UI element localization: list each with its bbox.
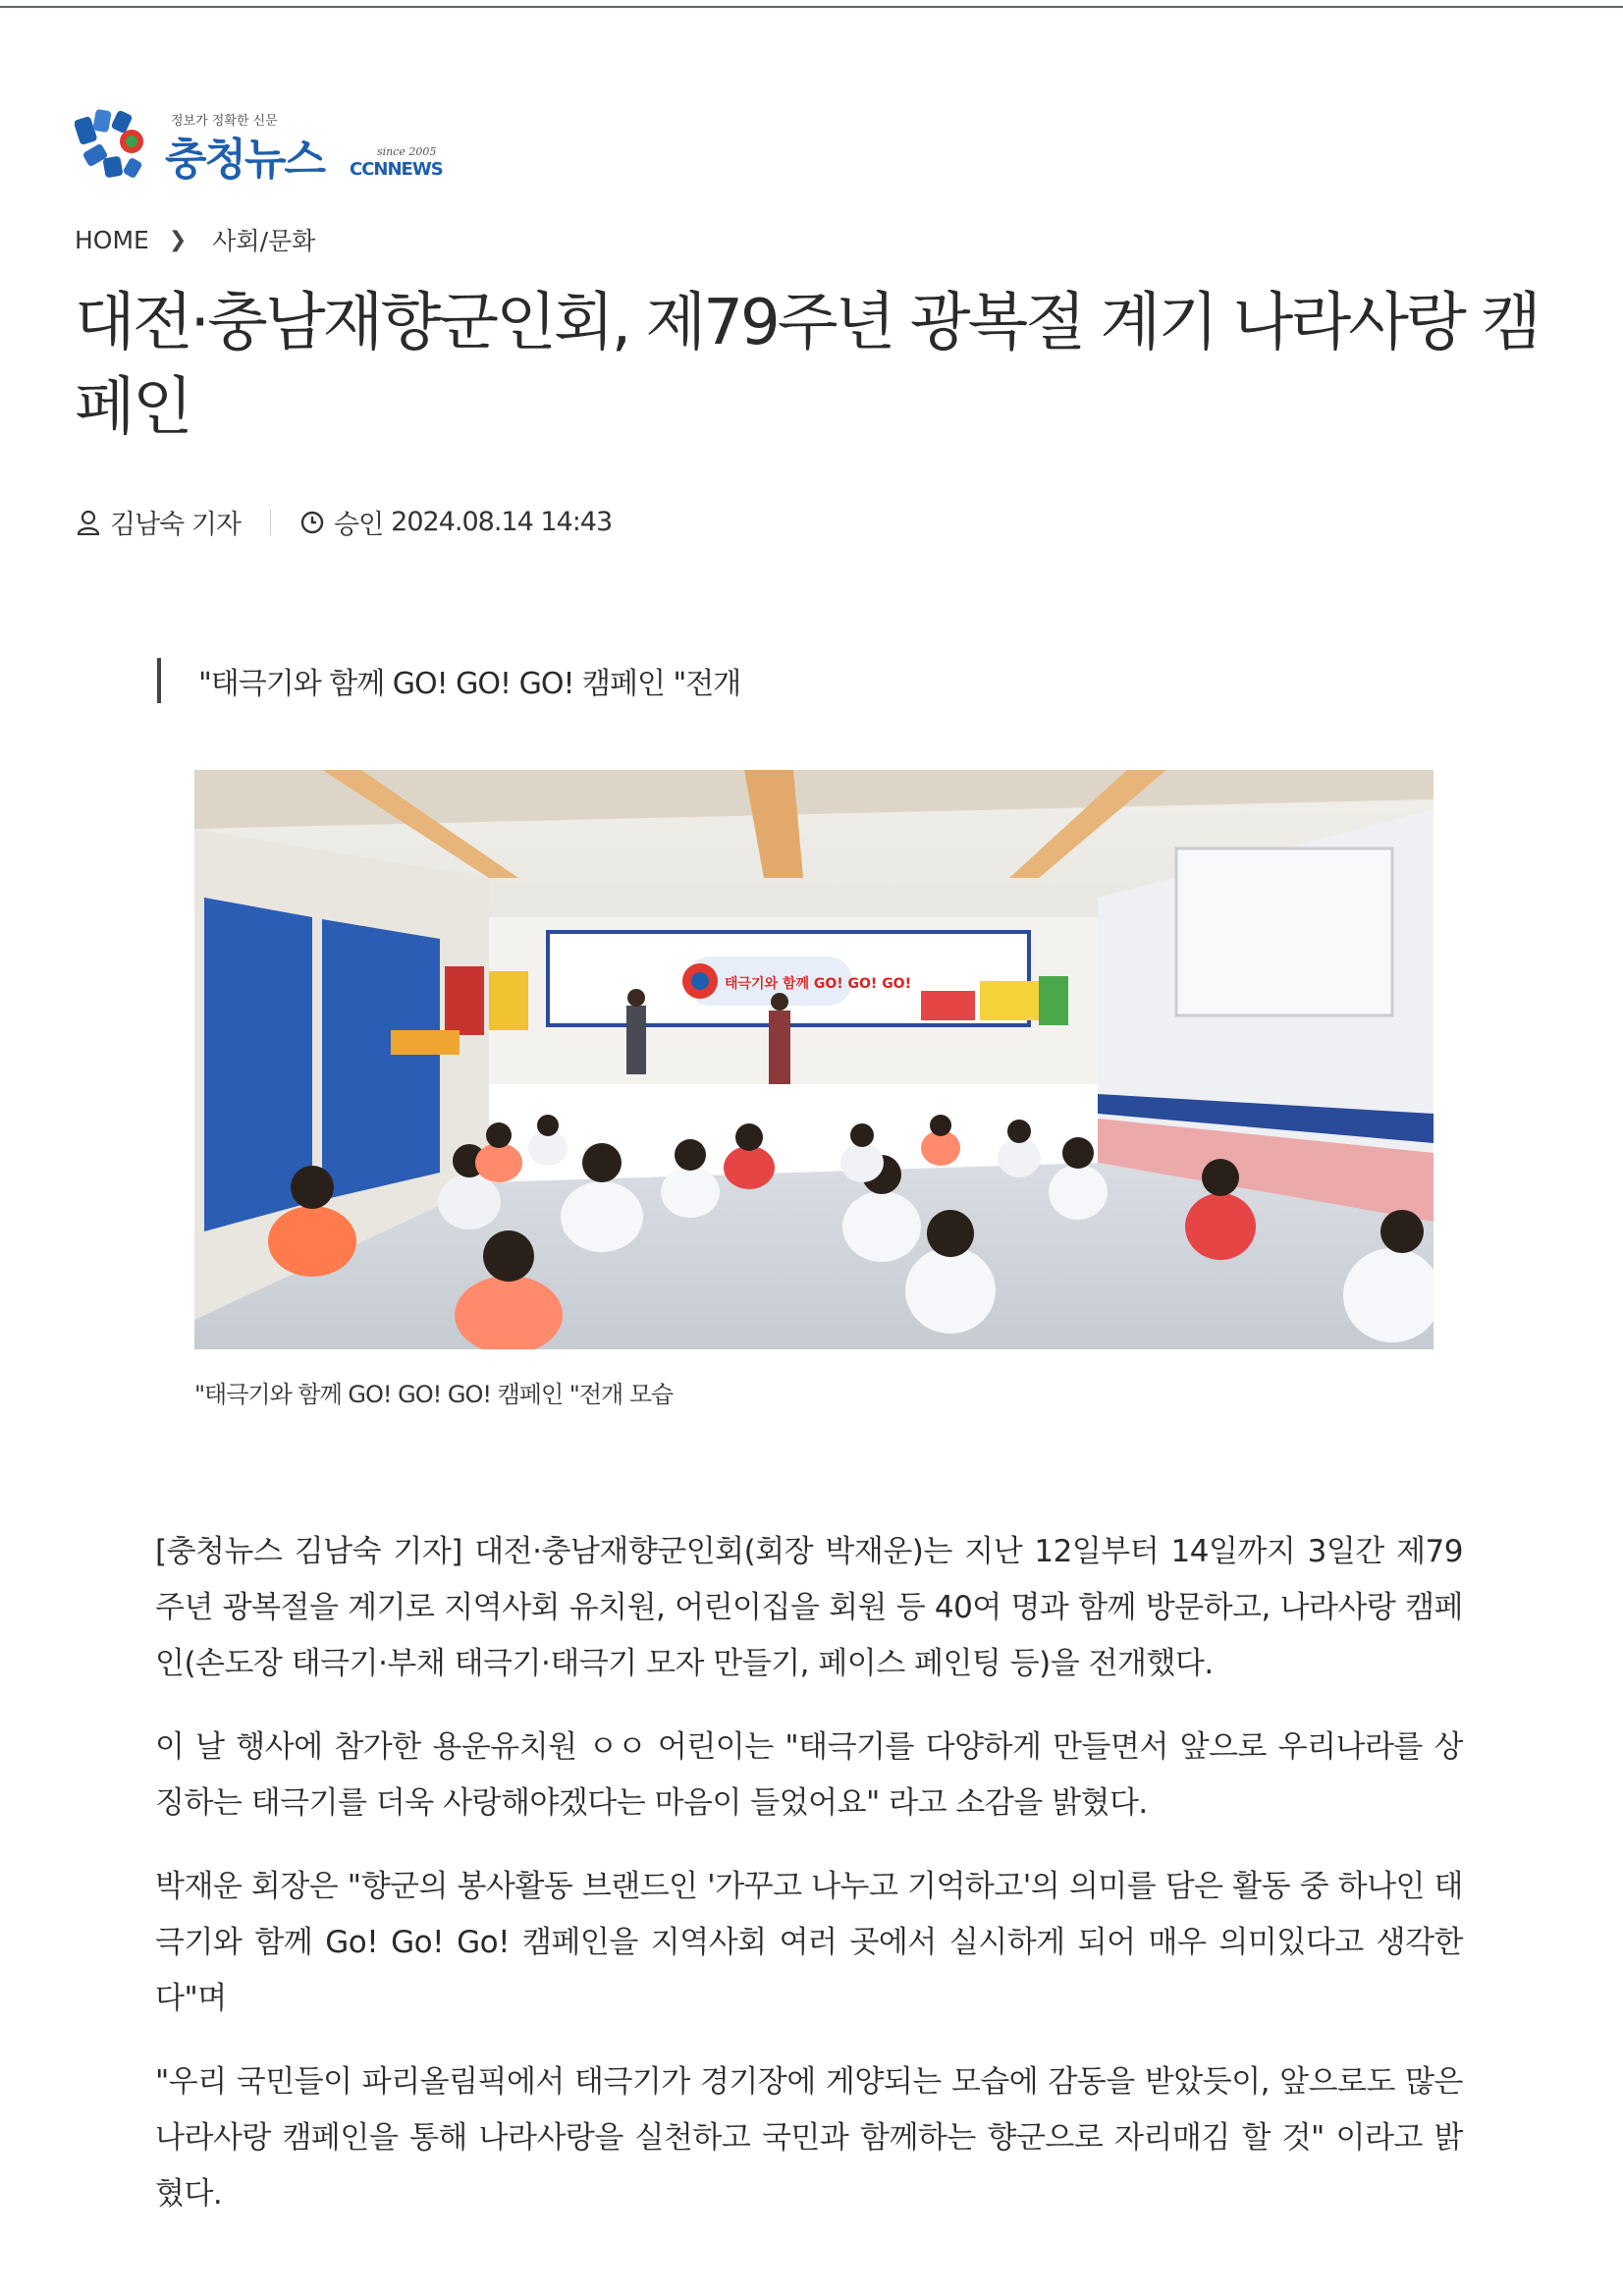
site-logo[interactable] (75, 102, 467, 192)
photo-caption: "태극기와 함께 GO! GO! GO! 캠페인 "전개 모습 (194, 1381, 674, 1408)
approved-datetime: 2024.08.14 14:43 (391, 507, 613, 537)
article-title: 대전·충남재향군인회, 제79주년 광복절 계기 나라사랑 캠페인 (75, 287, 1539, 444)
article-paragraph: [충청뉴스 김남숙 기자] 대전·충남재향군인회(회장 박재운)는 지난 12일부터 14일까지 3일간 제79주년 광복절을 계기로 지역사회 유치원, 어린이집을 회원 등 40여 명과 함께 방문하고, 나라사랑 캠페인(손도장 태극기·부채 태극기·태극기 모자 만들기, 페이스 페인팅 등)을 전개했다. (155, 1534, 1463, 1681)
photo-banner-text: 태극기와 함께 GO! GO! GO! (725, 976, 911, 992)
chevron-right-icon: ❯ (168, 227, 188, 252)
logo-name: 충청뉴스 (165, 135, 325, 185)
breadcrumb (75, 222, 315, 257)
article-photo[interactable] (194, 770, 1434, 1349)
clock-icon (300, 511, 324, 534)
breadcrumb-section-link[interactable]: 사회/문화 (212, 227, 316, 255)
author-name[interactable]: 김남숙 기자 (110, 510, 241, 540)
subtitle-text: "태극기와 함께 GO! GO! GO! 캠페인 "전개 (198, 667, 741, 701)
article-paragraph: "우리 국민들이 파리올림픽에서 태극기가 경기장에 게양되는 모습에 감동을 받았듯이, 앞으로도 많은 나라사랑 캠페인을 통해 나라사랑을 실천하고 국민과 함께하는 향군으로 자리매김 할 것" 이라고 밝혔다. (155, 2064, 1463, 2212)
logo-tagline: 정보가 정확한 신문 (171, 114, 278, 129)
article-paragraph: 박재운 회장은 "향군의 봉사활동 브랜드인 '가꾸고 나누고 기억하고'의 의미를 담은 활동 중 하나인 태극기와 함께 Go! Go! Go! 캠페인을 지역사회 여러 곳에서 실시하게 되어 매우 의미있다고 생각한다"며 (155, 1869, 1463, 2016)
article-subtitle (161, 658, 740, 703)
user-icon (77, 510, 100, 535)
article-paragraph: 이 날 행사에 참가한 용운유치원 ㅇㅇ 어린이는 "태극기를 다양하게 만들면서 앞으로 우리나라를 상징하는 태극기를 더욱 사랑해야겠다는 마음이 들었어요" 라고 소감을 밝혔다. (155, 1729, 1463, 1821)
top-border (0, 6, 1623, 8)
logo-name-en: CCNNEWS (350, 159, 443, 180)
article-body (155, 1524, 1463, 2250)
byline-divider (270, 510, 271, 535)
photo-scene (194, 770, 1434, 1349)
byline (77, 503, 612, 541)
approved-label: 승인 (334, 510, 384, 540)
logo-since: since 2005 (377, 145, 437, 158)
subtitle-bar (157, 658, 161, 703)
breadcrumb-home-link[interactable]: HOME (75, 225, 149, 254)
logo-mark-icon (75, 108, 155, 189)
